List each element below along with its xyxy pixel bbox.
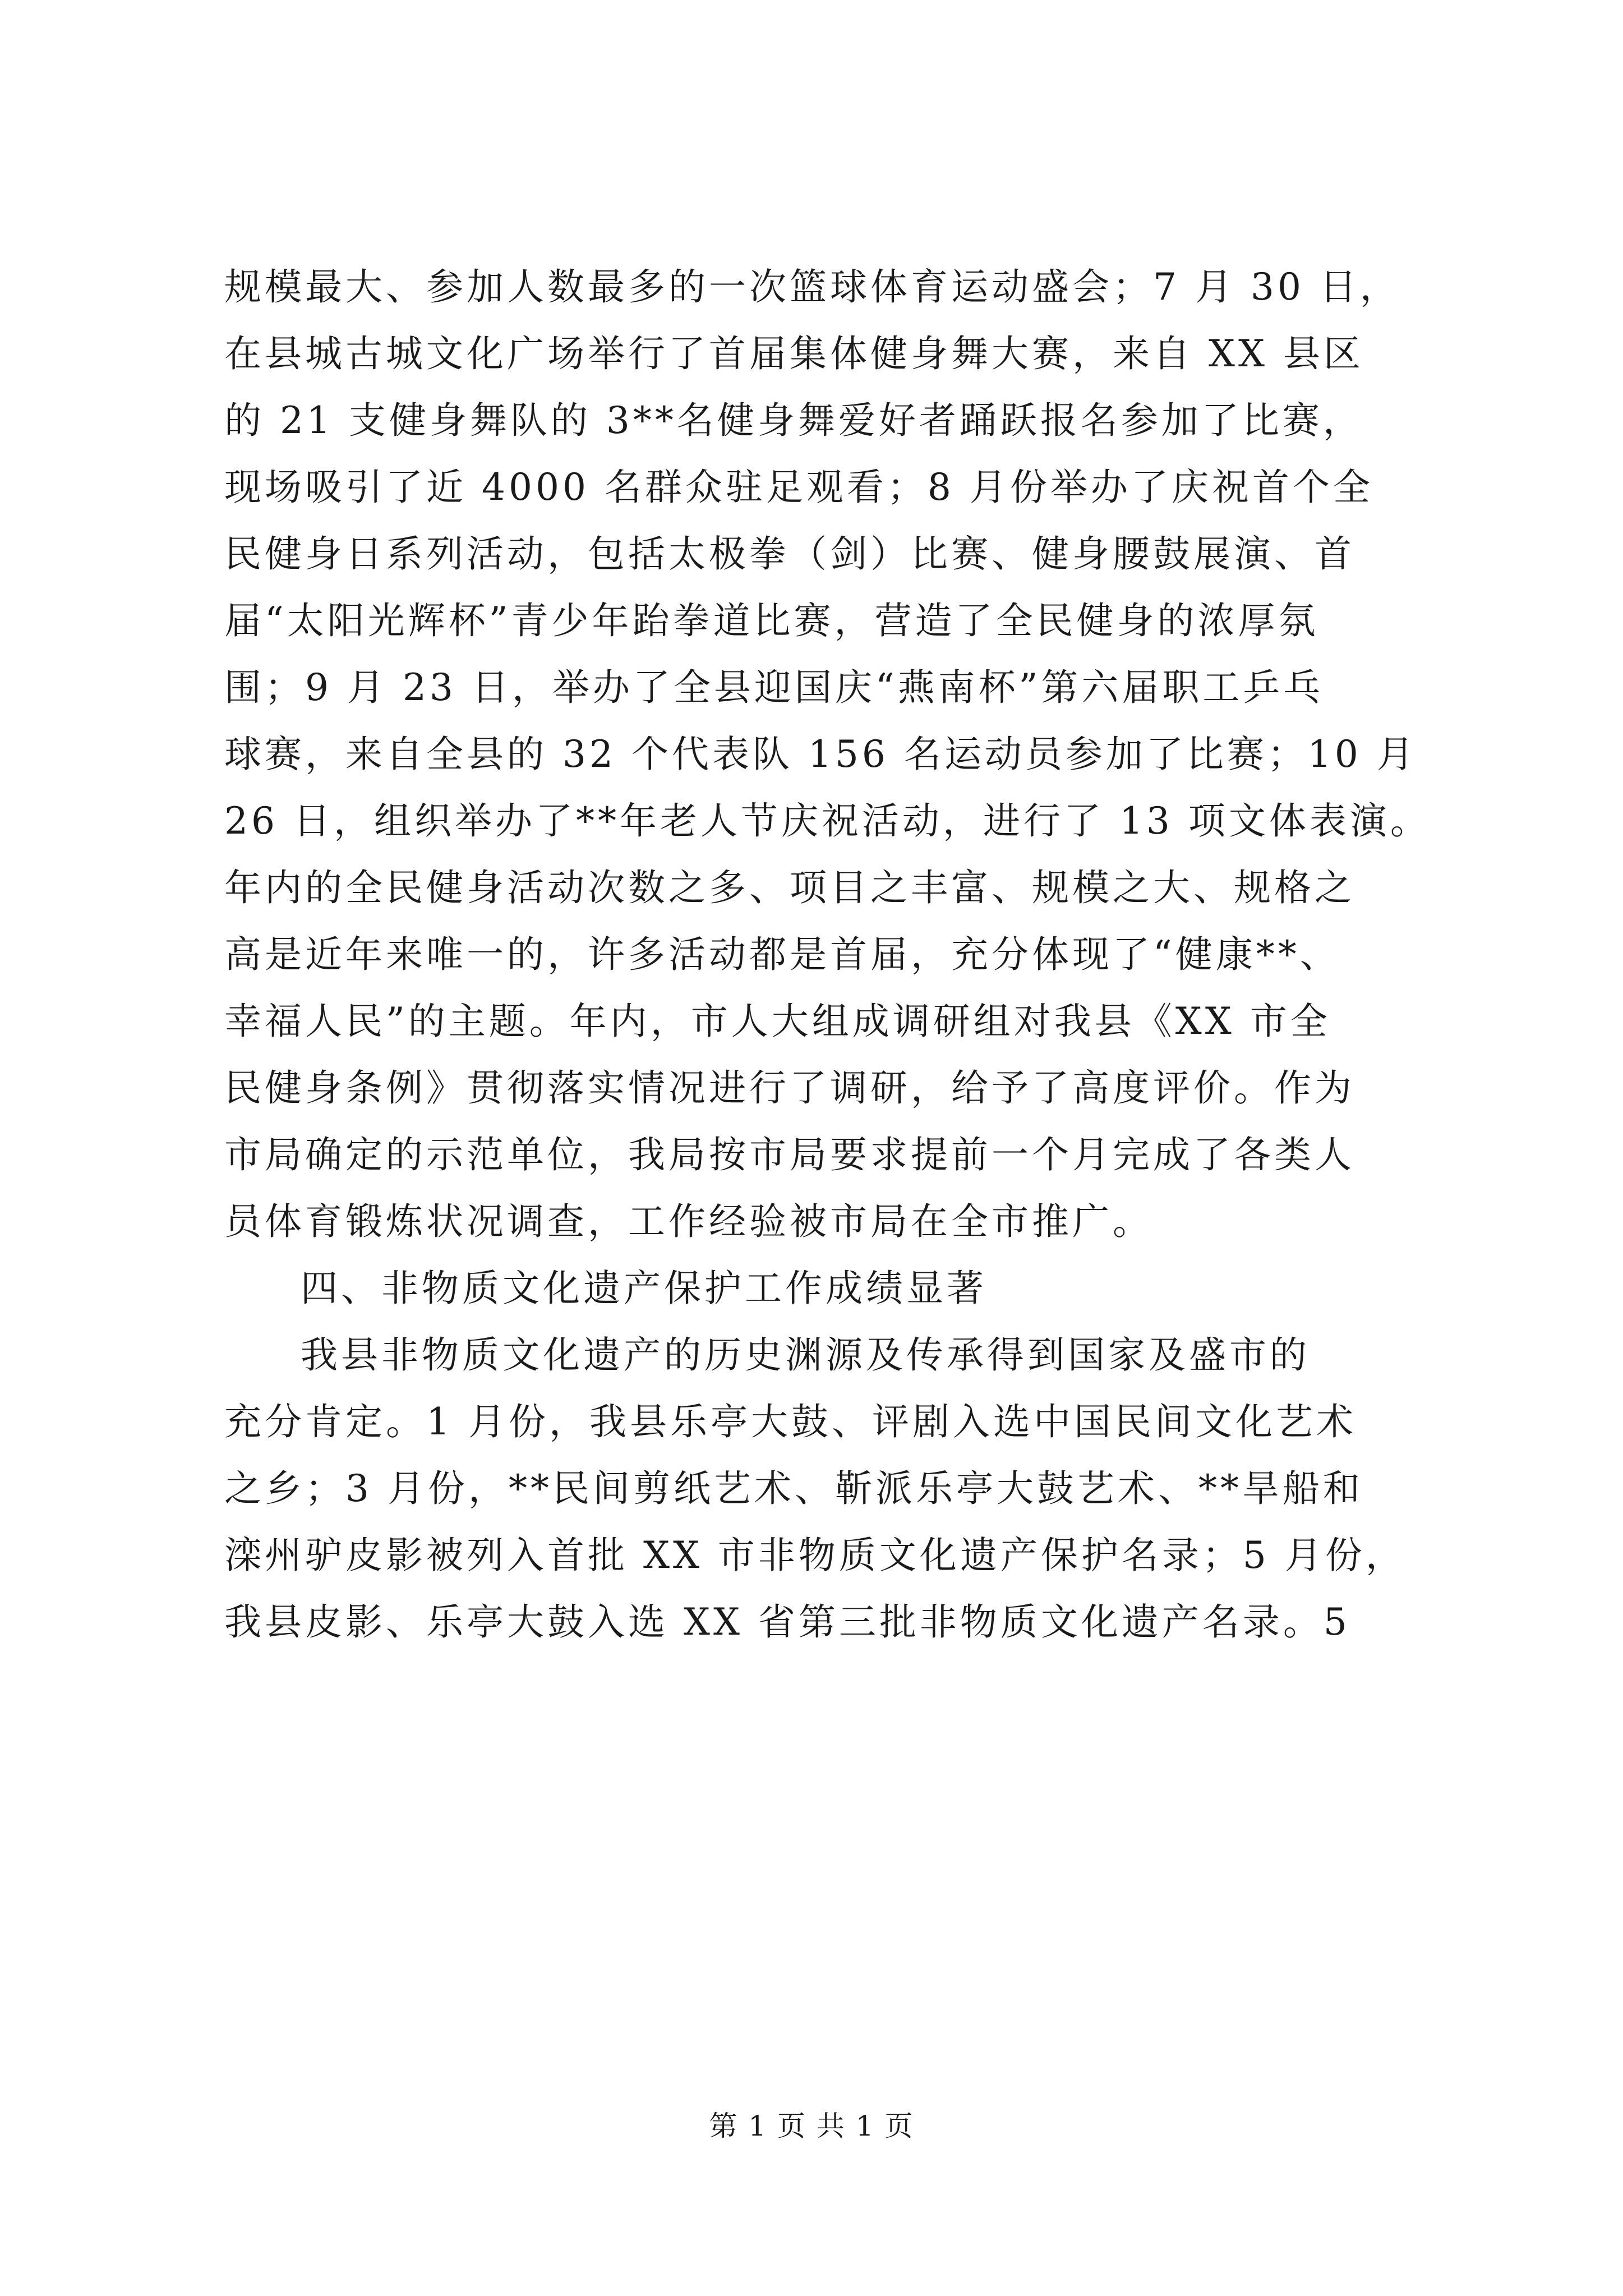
- paragraph-line: 年内的全民健身活动次数之多、项目之丰富、规模之大、规格之: [224, 866, 1355, 909]
- paragraph-line: 在县城古城文化广场举行了首届集体健身舞大赛，来自 XX 县区: [224, 332, 1364, 375]
- paragraph-line: 球赛，来自全县的 32 个代表队 156 名运动员参加了比赛；10 月: [224, 733, 1417, 776]
- paragraph-line: 滦州驴皮影被列入首批 XX 市非物质文化遗产保护名录；5 月份，: [224, 1534, 1406, 1577]
- paragraph-line: 市局确定的示范单位，我局按市局要求提前一个月完成了各类人: [224, 1133, 1355, 1176]
- paragraph-line: 高是近年来唯一的，许多活动都是首届，充分体现了“健康**、: [224, 933, 1340, 976]
- paragraph-line: 届“太阳光辉杯”青少年跆拳道比赛，营造了全民健身的浓厚氛: [224, 599, 1319, 642]
- paragraph-line: 民健身条例》贯彻落实情况进行了调研，给予了高度评价。作为: [224, 1066, 1355, 1110]
- paragraph-line: 民健身日系列活动，包括太极拳（剑）比赛、健身腰鼓展演、首: [224, 532, 1355, 576]
- paragraph-line: 员体育锻炼状况调查，工作经验被市局在全市推广。: [224, 1200, 1153, 1243]
- paragraph-line: 规模最大、参加人数最多的一次篮球体育运动盛会；7 月 30 日，: [224, 265, 1400, 309]
- paragraph-line: 充分肯定。1 月份，我县乐亭大鼓、评剧入选中国民间文化艺术: [224, 1400, 1357, 1443]
- paragraph-line: 幸福人民”的主题。年内，市人大组成调研组对我县《XX 市全: [224, 1000, 1331, 1043]
- page-number-footer: 第 1 页 共 1 页: [709, 2110, 914, 2142]
- paragraph-line: 之乡；3 月份，**民间剪纸艺术、靳派乐亭大鼓艺术、**旱船和: [224, 1467, 1363, 1510]
- paragraph-line: 26 日，组织举办了**年老人节庆祝活动，进行了 13 项文体表演。: [224, 799, 1431, 843]
- paragraph-line: 围；9 月 23 日，举办了全县迎国庆“燕南杯”第六届职工乒乓: [224, 666, 1324, 709]
- section-heading: 四、非物质文化遗产保护工作成绩显著: [301, 1267, 987, 1310]
- paragraph-line: 现场吸引了近 4000 名群众驻足观看；8 月份举办了庆祝首个全: [224, 466, 1373, 509]
- document-body: [224, 254, 1431, 1655]
- paragraph-line: 我县非物质文化遗产的历史渊源及传承得到国家及盛市的: [301, 1333, 1310, 1377]
- paragraph-line: 我县皮影、乐亭大鼓入选 XX 省第三批非物质文化遗产名录。5: [224, 1600, 1350, 1644]
- paragraph-line: 的 21 支健身舞队的 3**名健身舞爱好者踊跃报名参加了比赛，: [224, 399, 1363, 442]
